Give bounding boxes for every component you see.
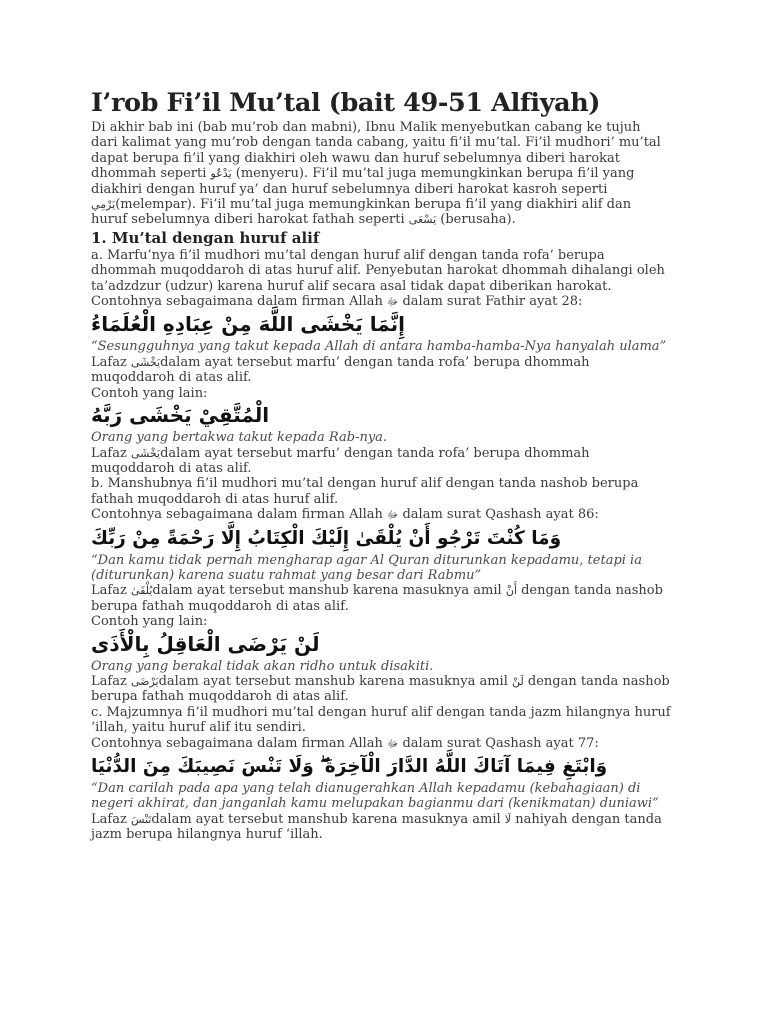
- point-c-example-intro: [91, 736, 671, 752]
- lafaz-label: Lafaz: [91, 445, 131, 461]
- lafaz-label: Lafaz: [91, 673, 131, 689]
- arabic-lafaz: يَخْشَى: [130, 355, 161, 369]
- arabic-lafaz: تَنْسَ: [130, 812, 152, 826]
- lafaz-text: dalam ayat tersebut manshub karena masuknya amil: [152, 583, 506, 599]
- arabic-lafaz: يَخْشَى: [130, 446, 161, 460]
- honorific-symbol: ﷻ: [387, 738, 399, 750]
- arabic-word-yadu: يَدْعُو: [210, 167, 232, 181]
- lafaz-text: dalam ayat tersebut marfu’ dengan tanda rofa’ berupa dhommah muqoddaroh di atas alif.: [91, 354, 590, 386]
- lafaz-explanation: [91, 446, 671, 477]
- point-c-text: c. Majzumnya fi’il mudhori mu’tal dengan huruf alif dengan tanda jazm hilangnya huruf ‘illah, yaitu huruf alif itu sendiri.: [91, 704, 671, 736]
- point-a-text: a. Marfu’nya fi’il mudhori mu’tal dengan huruf alif dengan tanda rofa’ berupa dhommah muqoddaroh di atas huruf alif. Penyebutan harokat dhommah dihalangi oleh ta’adzdzur (udzur) karena huruf alif secara asal tidak dapat diberikan harokat.: [91, 247, 665, 294]
- lafaz-explanation: [91, 674, 671, 705]
- intro-text-2: (menyeru). Fi’il mu’tal juga memungkinkan berupa fi’il yang diakhiri dengan huruf ya’ dan huruf sebelumnya diberi harokat kasroh seperti: [91, 166, 635, 197]
- example-intro-text: Contohnya sebagaimana dalam firman Allah: [91, 294, 388, 310]
- lafaz-text: dalam ayat tersebut manshub karena masuknya amil: [151, 811, 505, 827]
- intro-paragraph: [91, 120, 671, 228]
- arabic-amil: لَنْ: [512, 674, 524, 688]
- honorific-symbol: ﷻ: [387, 510, 399, 522]
- section-heading: 1. Mu’tal dengan huruf alif: [91, 228, 320, 247]
- lafaz-explanation: [91, 355, 671, 386]
- example-intro-text: Contohnya sebagaimana dalam firman Allah: [91, 507, 388, 523]
- page-title: I’rob Fi’il Mu’tal (bait 49-51 Alfiyah): [91, 88, 601, 118]
- verse-translation: “Dan carilah pada apa yang telah dianugerahkan Allah kepadamu (kebahagiaan) di negeri akhirat, dan janganlah kamu melupakan bagianmu dari (kenikmatan) duniawi”: [91, 781, 659, 812]
- verse-translation: “Dan kamu tidak pernah mengharap agar Al Quran diturunkan kepadamu, tetapi ia (diturunkan) karena suatu rahmat yang besar dari Rabmu”: [91, 552, 642, 583]
- point-b-example-intro: [91, 507, 671, 523]
- example-translation: Orang yang bertakwa takut kepada Rab-nya.: [91, 430, 388, 446]
- lafaz-text: dalam ayat tersebut manshub karena masuknya amil: [158, 673, 513, 689]
- arabic-word-yasa: يَسْعَى: [408, 213, 437, 227]
- quran-verse-qashash-77: وَابْتَغِ فِيمَا آتَاكَ اللَّهُ الدَّارَ الْآخِرَةَ ۖ وَلَا تَنْسَ نَصِيبَكَ مِنَ الدُّنْيَا: [91, 756, 608, 777]
- example-intro-text: Contohnya sebagaimana dalam firman Allah: [91, 735, 388, 751]
- other-example-label: Contoh yang lain:: [91, 385, 208, 401]
- honorific-symbol: ﷻ: [387, 297, 399, 309]
- point-b-text: b. Manshubnya fi’il mudhori mu’tal dengan huruf alif dengan tanda nashob berupa fathah muqoddaroh di atas huruf alif.: [91, 476, 639, 507]
- arabic-amil: لَا: [504, 812, 512, 826]
- document-page: [91, 86, 671, 843]
- arabic-lafaz: يَرْضَى: [130, 674, 159, 688]
- lafaz-text: dalam ayat tersebut marfu’ dengan tanda rofa’ berupa dhommah muqoddaroh di atas alif.: [91, 445, 590, 476]
- point-a-example-intro: [91, 294, 671, 310]
- verse-translation: “Sesungguhnya yang takut kepada Allah di antara hamba-hamba-Nya hanyalah ulama”: [91, 339, 667, 355]
- arabic-example: لَنْ يَرْضَى الْعَاقِلُ بِالْأَذَى: [91, 631, 320, 656]
- lafaz-text-end: nahiyah dengan tanda jazm berupa hilangnya huruf ‘illah.: [91, 811, 662, 843]
- quran-verse-fathir-28: إِنَّمَا يَخْشَى اللَّهَ مِنْ عِبَادِهِ الْعُلَمَاءُ: [91, 312, 406, 337]
- lafaz-label: Lafaz: [91, 811, 131, 827]
- intro-text-1: Di akhir bab ini (bab mu’rob dan mabni), Ibnu Malik menyebutkan cabang ke tujuh dari kalimat yang mu’rob dengan tanda cabang, yaitu fi’il mu’tal. Fi’il mudhori’ mu’tal dapat berupa fi’il yang diakhiri oleh wawu dan huruf sebelumnya diberi harokat dhommah seperti: [91, 120, 661, 182]
- example-intro-source: dalam surat Qashash ayat 77:: [398, 735, 599, 751]
- example-intro-source: dalam surat Fathir ayat 28:: [398, 294, 583, 310]
- lafaz-explanation: [91, 583, 671, 614]
- example-translation: Orang yang berakal tidak akan ridho untuk disakiti.: [91, 658, 434, 674]
- other-example-label: Contoh yang lain:: [91, 614, 208, 630]
- lafaz-label: Lafaz: [91, 583, 131, 599]
- intro-text-4: (berusaha).: [436, 212, 516, 228]
- lafaz-explanation: [91, 812, 671, 843]
- lafaz-label: Lafaz: [91, 354, 131, 370]
- arabic-lafaz: يُلْقَىٰ: [130, 584, 153, 598]
- lafaz-text-end: dengan tanda nashob berupa fathah muqoddaroh di atas alif.: [91, 673, 670, 705]
- lafaz-text-end: dengan tanda nashob berupa fathah muqoddaroh di atas alif.: [91, 583, 663, 614]
- arabic-example: الْمُتَّقِيْ يَخْشَى رَبَّهُ: [91, 403, 270, 428]
- arabic-word-yarmi: يَرْمِي: [91, 198, 116, 212]
- intro-text-3: (melempar). Fi’il mu’tal juga memungkinkan berupa fi’il yang diakhiri alif dan huruf sebelumnya diberi harokat fathah seperti: [91, 197, 632, 228]
- arabic-amil: أَنْ: [505, 584, 517, 598]
- quran-verse-qashash-86: وَمَا كُنْتَ تَرْجُو أَنْ يُلْقَىٰ إِلَيْكَ الْكِتَابُ إِلَّا رَحْمَةً مِنْ رَبِّكَ: [91, 527, 562, 549]
- example-intro-source: dalam surat Qashash ayat 86:: [398, 507, 599, 523]
